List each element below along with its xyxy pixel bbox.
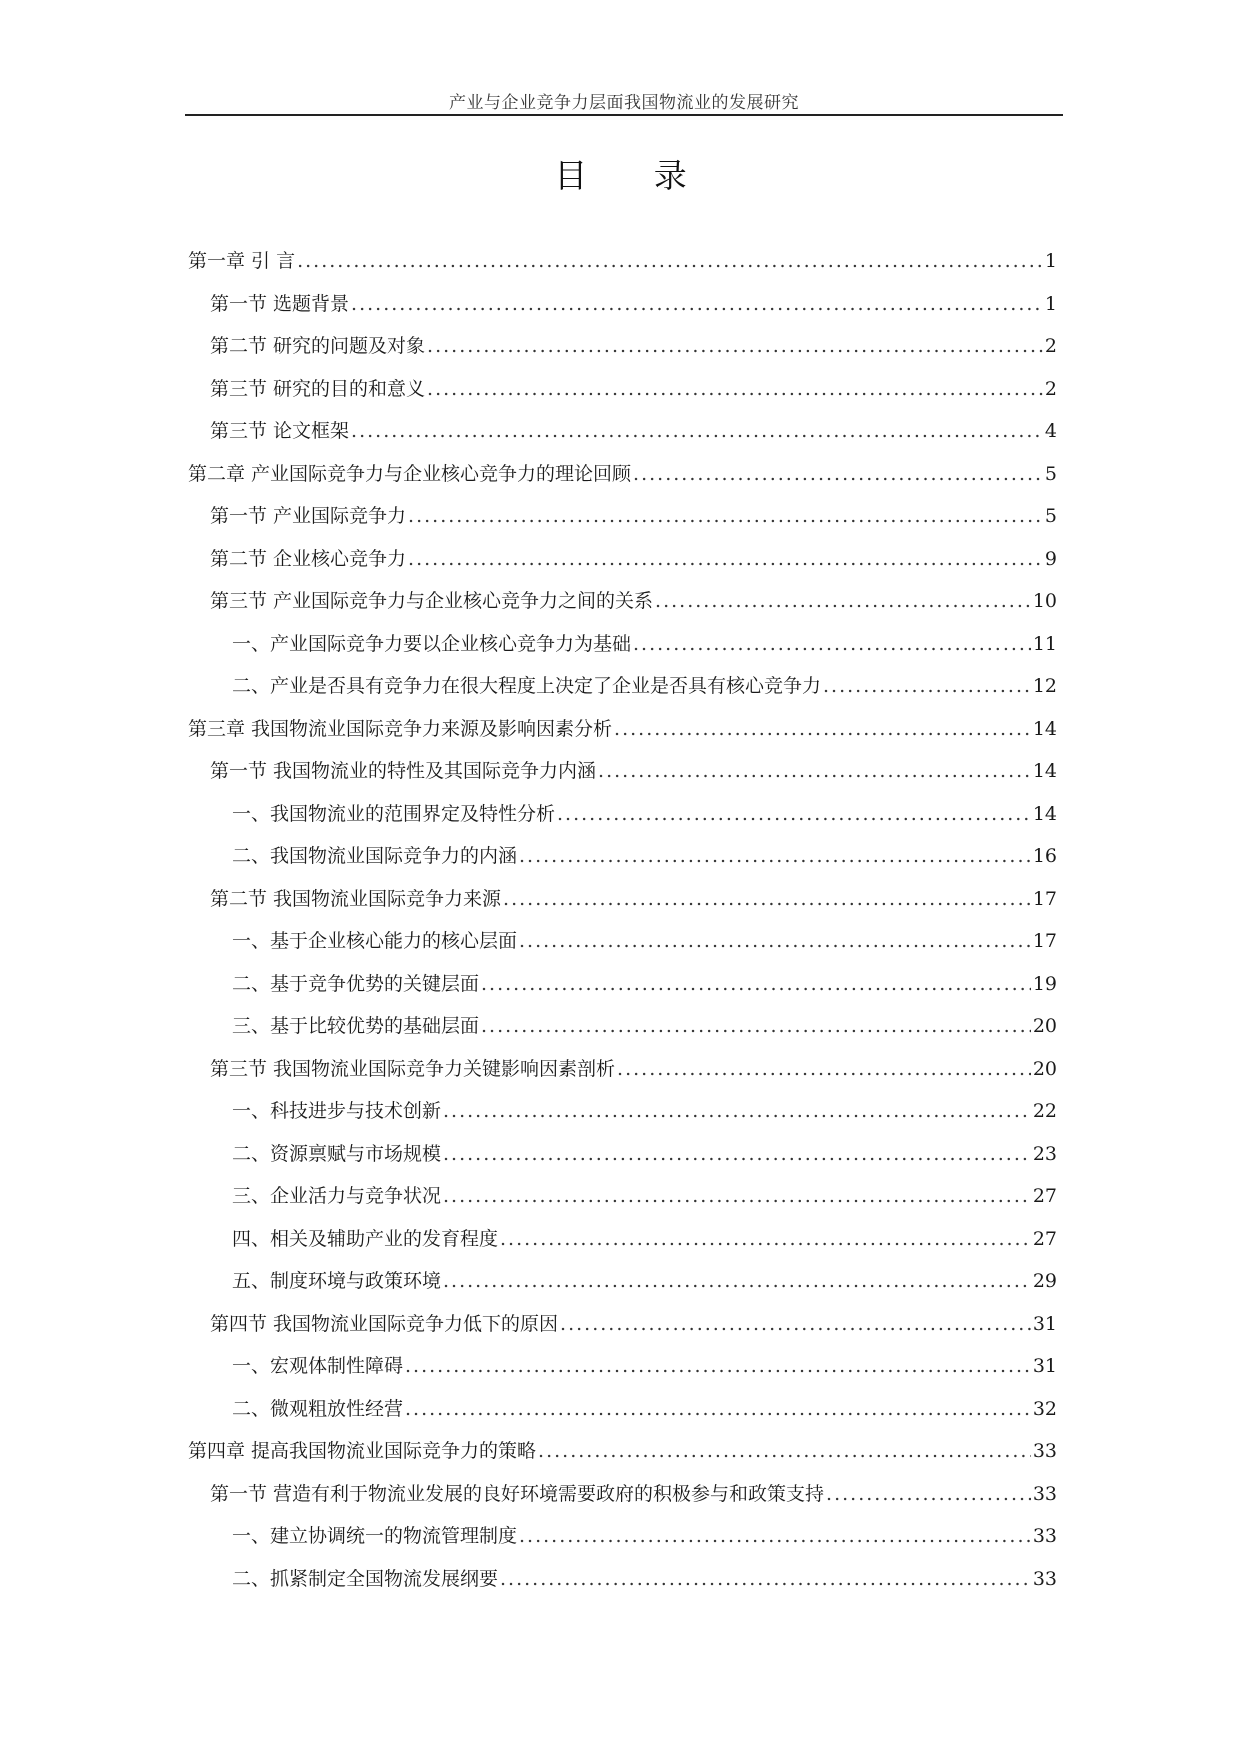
toc-entry[interactable] [188,374,1057,417]
toc-entry-page-number: 5 [1044,462,1057,485]
toc-leader-dots [443,1143,1031,1165]
toc-entry-page-number: 27 [1032,1227,1057,1250]
toc-entry-label: 五、制度环境与政策环境 [232,1270,442,1292]
toc-entry[interactable] [188,714,1057,757]
toc-entry-page-number: 12 [1032,675,1057,697]
toc-leader-dots [519,845,1031,867]
toc-entry-page-number: 16 [1032,845,1057,867]
toc-leader-dots [655,590,1031,612]
table-of-contents [188,246,1057,1606]
toc-entry[interactable] [188,884,1057,927]
toc-entry[interactable] [188,1011,1057,1054]
toc-entry-label: 四、相关及辅助产业的发育程度 [232,1227,499,1250]
toc-entry-label: 一、基于企业核心能力的核心层面 [232,930,518,952]
toc-entry[interactable] [188,1351,1057,1394]
toc-entry[interactable] [188,799,1057,842]
toc-entry[interactable] [188,1436,1057,1479]
toc-leader-dots [481,1015,1031,1037]
toc-entry[interactable] [188,289,1057,332]
toc-entry[interactable] [188,926,1057,969]
toc-leader-dots [481,973,1031,995]
toc-entry[interactable] [188,1309,1057,1352]
toc-entry-page-number: 33 [1032,1525,1057,1547]
toc-entry[interactable] [188,459,1057,502]
toc-entry-label: 第四章 提高我国物流业国际竞争力的策略 [188,1440,537,1462]
toc-entry[interactable] [188,1054,1057,1097]
toc-entry-label: 一、建立协调统一的物流管理制度 [232,1525,518,1547]
toc-entry-label: 第一节 选题背景 [210,292,350,315]
toc-entry-page-number: 5 [1044,505,1057,527]
toc-entry-page-number: 20 [1032,1057,1057,1080]
toc-leader-dots [519,1525,1031,1547]
toc-entry-label: 二、我国物流业国际竞争力的内涵 [232,845,518,867]
toc-entry-page-number: 33 [1032,1482,1057,1505]
toc-entry-label: 第一章 引 言 [188,250,296,272]
toc-entry-page-number: 10 [1032,590,1057,612]
toc-entry-label: 第三章 我国物流业国际竞争力来源及影响因素分析 [188,717,613,740]
toc-entry-label: 第一节 营造有利于物流业发展的良好环境需要政府的积极参与和政策支持 [210,1482,825,1505]
toc-leader-dots [408,505,1043,527]
running-header: 产业与企业竞争力层面我国物流业的发展研究 [449,93,799,113]
toc-entry-label: 一、产业国际竞争力要以企业核心竞争力为基础 [232,632,632,655]
toc-entry[interactable] [188,501,1057,544]
toc-entry[interactable] [188,671,1057,714]
toc-entry-label: 二、抓紧制定全国物流发展纲要 [232,1567,499,1590]
toc-entry-page-number: 14 [1032,717,1057,740]
toc-entry-page-number: 32 [1032,1397,1057,1420]
toc-leader-dots [351,420,1043,442]
toc-entry-page-number: 1 [1044,292,1057,315]
toc-entry-label: 一、科技进步与技术创新 [232,1100,442,1122]
toc-entry-label: 第二节 我国物流业国际竞争力来源 [210,887,502,910]
toc-entry-page-number: 31 [1032,1355,1057,1377]
toc-entry[interactable] [188,331,1057,374]
toc-entry[interactable] [188,416,1057,459]
toc-entry-label: 第一节 产业国际竞争力 [210,505,407,527]
toc-leader-dots [617,1058,1031,1080]
toc-entry-label: 二、资源禀赋与市场规模 [232,1142,442,1165]
toc-entry-page-number: 22 [1032,1100,1057,1122]
toc-entry-page-number: 31 [1032,1312,1057,1335]
toc-entry[interactable] [188,1181,1057,1224]
toc-entry[interactable] [188,544,1057,587]
toc-leader-dots [443,1100,1031,1122]
toc-leader-dots [500,1568,1031,1590]
toc-entry-page-number: 19 [1032,972,1057,995]
toc-entry-label: 第二节 企业核心竞争力 [210,547,407,570]
toc-entry[interactable] [188,841,1057,884]
toc-entry[interactable] [188,1139,1057,1182]
toc-leader-dots [443,1185,1031,1207]
toc-leader-dots [408,548,1043,570]
toc-leader-dots [633,633,1031,655]
toc-entry-label: 一、我国物流业的范围界定及特性分析 [232,802,556,825]
toc-entry-label: 第三节 我国物流业国际竞争力关键影响因素剖析 [210,1057,616,1080]
toc-leader-dots [560,1313,1031,1335]
toc-entry-page-number: 23 [1032,1142,1057,1165]
toc-entry[interactable] [188,969,1057,1012]
toc-leader-dots [633,463,1043,485]
toc-leader-dots [538,1440,1031,1462]
toc-leader-dots [427,378,1043,400]
toc-entry-page-number: 2 [1044,377,1057,400]
toc-leader-dots [427,335,1043,357]
toc-leader-dots [519,930,1031,952]
toc-entry[interactable] [188,1479,1057,1522]
toc-entry-label: 二、基于竞争优势的关键层面 [232,972,480,995]
toc-entry-label: 第三节 论文框架 [210,420,350,442]
toc-entry-label: 三、企业活力与竞争状况 [232,1185,442,1207]
toc-entry-page-number: 17 [1032,887,1057,910]
toc-leader-dots [823,675,1031,697]
toc-leader-dots [557,803,1031,825]
toc-entry-label: 三、基于比较优势的基础层面 [232,1015,480,1037]
toc-entry-label: 二、产业是否具有竞争力在很大程度上决定了企业是否具有核心竞争力 [232,675,822,697]
toc-entry-page-number: 14 [1032,760,1057,782]
toc-leader-dots [598,760,1031,782]
toc-entry-label: 第四节 我国物流业国际竞争力低下的原因 [210,1312,559,1335]
toc-entry[interactable] [188,246,1057,289]
page-title: 目 录 [554,156,715,195]
header-rule [185,114,1063,116]
toc-entry-page-number: 4 [1044,420,1057,442]
toc-entry-page-number: 14 [1032,802,1057,825]
toc-leader-dots [614,718,1031,740]
toc-entry-label: 第一节 我国物流业的特性及其国际竞争力内涵 [210,760,597,782]
toc-entry[interactable] [188,1224,1057,1267]
toc-leader-dots [351,293,1043,315]
toc-entry-page-number: 9 [1044,547,1057,570]
toc-entry[interactable] [188,1394,1057,1437]
toc-leader-dots [405,1355,1031,1377]
toc-entry[interactable] [188,1564,1057,1607]
toc-leader-dots [500,1228,1031,1250]
toc-entry-label: 第三节 研究的目的和意义 [210,377,426,400]
toc-entry-label: 第三节 产业国际竞争力与企业核心竞争力之间的关系 [210,590,654,612]
toc-leader-dots [443,1270,1031,1292]
toc-entry-page-number: 20 [1032,1015,1057,1037]
toc-entry-page-number: 29 [1032,1270,1057,1292]
toc-entry-label: 第二节 研究的问题及对象 [210,335,426,357]
toc-entry-label: 一、宏观体制性障碍 [232,1355,404,1377]
toc-entry-page-number: 2 [1044,335,1057,357]
toc-leader-dots [297,250,1043,272]
toc-leader-dots [503,888,1031,910]
toc-entry[interactable] [188,1521,1057,1564]
toc-entry[interactable] [188,756,1057,799]
toc-entry[interactable] [188,1096,1057,1139]
toc-leader-dots [826,1483,1031,1505]
toc-entry[interactable] [188,629,1057,672]
toc-entry[interactable] [188,586,1057,629]
toc-entry-label: 二、微观粗放性经营 [232,1397,404,1420]
toc-entry-page-number: 1 [1044,250,1057,272]
toc-entry-page-number: 27 [1032,1185,1057,1207]
toc-entry-page-number: 17 [1032,930,1057,952]
toc-entry[interactable] [188,1266,1057,1309]
toc-entry-page-number: 11 [1032,632,1057,655]
toc-entry-label: 第二章 产业国际竞争力与企业核心竞争力的理论回顾 [188,462,632,485]
toc-leader-dots [405,1398,1031,1420]
toc-entry-page-number: 33 [1032,1567,1057,1590]
toc-entry-page-number: 33 [1032,1440,1057,1462]
